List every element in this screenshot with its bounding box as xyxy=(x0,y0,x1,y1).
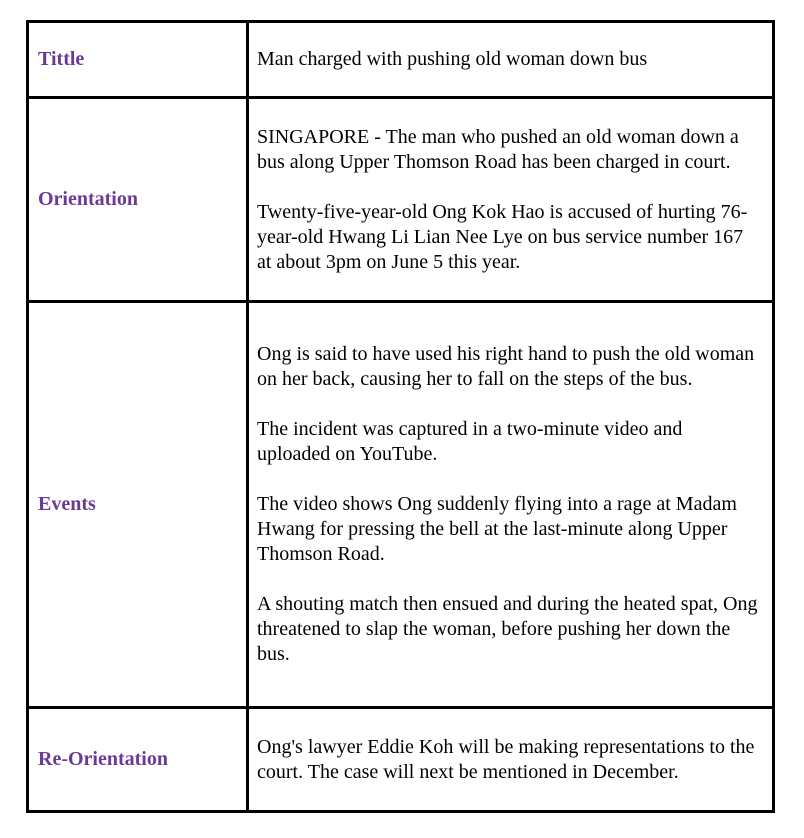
table-row-events xyxy=(28,302,774,708)
row-label-title: Tittle xyxy=(38,48,85,70)
label-cell-reorientation xyxy=(28,708,248,812)
content-cell-events xyxy=(248,302,774,708)
events-paragraph: The video shows Ong suddenly flying into a rage at Madam Hwang for pressing the bell at the last-minute along Upper Thomson Road. xyxy=(257,493,737,565)
label-cell-events xyxy=(28,302,248,708)
content-cell-title xyxy=(248,22,774,98)
story-structure-table xyxy=(26,20,775,813)
table-row-reorientation xyxy=(28,708,774,812)
orientation-paragraph: SINGAPORE - The man who pushed an old woman down a bus along Upper Thomson Road has been charged in court. xyxy=(257,125,739,173)
reorientation-paragraph: Ong's lawyer Eddie Koh will be making representations to the court. The case will next be mentioned in December. xyxy=(257,735,755,783)
row-label-events: Events xyxy=(38,493,96,515)
events-paragraph: Ong is said to have used his right hand to push the old woman on her back, causing her to fall on the steps of the bus. xyxy=(257,343,755,390)
content-cell-orientation xyxy=(248,98,774,302)
events-paragraph: The incident was captured in a two-minute video and uploaded on YouTube. xyxy=(257,418,683,465)
title-text: Man charged with pushing old woman down bus xyxy=(257,48,648,70)
row-label-reorientation: Re-Orientation xyxy=(38,748,168,770)
table-row-title xyxy=(28,22,774,98)
label-cell-title xyxy=(28,22,248,98)
orientation-paragraph: Twenty-five-year-old Ong Kok Hao is accused of hurting 76-year-old Hwang Li Lian Nee Lye on bus service number 167 at about 3pm on June 5 this year. xyxy=(257,200,748,273)
table-row-orientation xyxy=(28,98,774,302)
row-label-orientation: Orientation xyxy=(38,188,138,210)
events-paragraph: A shouting match then ensued and during the heated spat, Ong threatened to slap the woman, before pushing her down the bus. xyxy=(257,593,758,665)
content-cell-reorientation xyxy=(248,708,774,812)
label-cell-orientation xyxy=(28,98,248,302)
